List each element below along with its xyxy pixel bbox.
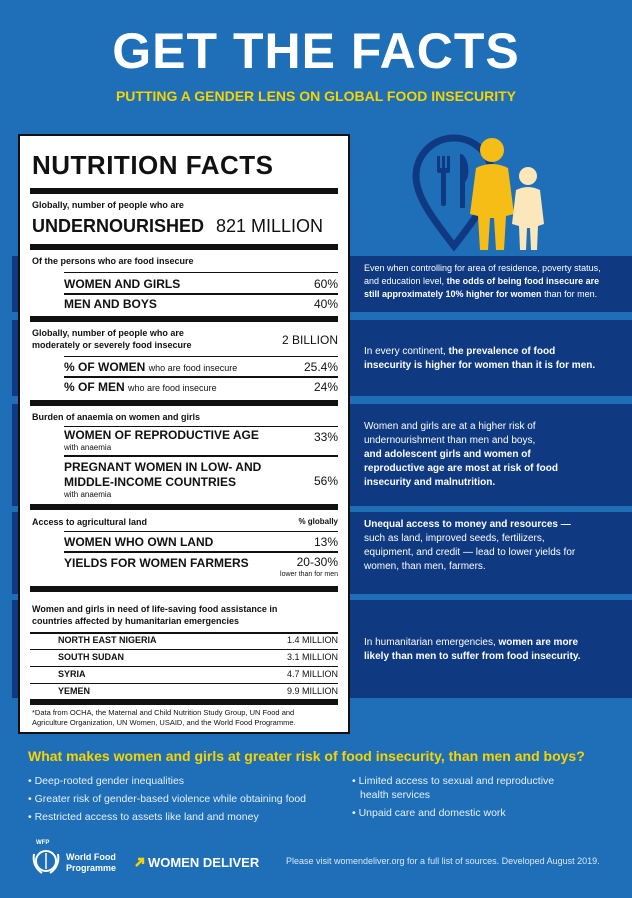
footnote-1: *Data from OCHA, the Maternal and Child Nutrition Study Group, UN Food and bbox=[32, 708, 295, 717]
wfp-name-1: World Food bbox=[66, 852, 116, 862]
men-boys-value: 40% bbox=[313, 297, 338, 311]
blurb-5 bbox=[364, 636, 616, 664]
fork-icon bbox=[437, 156, 450, 206]
rule bbox=[30, 244, 338, 250]
rule bbox=[30, 188, 338, 194]
blurb-line bbox=[364, 275, 616, 288]
blurb-1 bbox=[364, 262, 616, 301]
rule bbox=[64, 551, 338, 553]
reproductive-age-note: with anaemia bbox=[64, 443, 112, 452]
blurb-line: and adolescent girls and women of bbox=[364, 449, 531, 460]
reproductive-age-label: WOMEN OF REPRODUCTIVE AGE bbox=[64, 428, 259, 442]
yields-value: 20-30% bbox=[296, 555, 338, 569]
knife-icon bbox=[460, 154, 468, 208]
women-deliver-arrow-icon bbox=[134, 856, 146, 868]
woman-icon bbox=[470, 138, 514, 250]
blurb-line bbox=[364, 345, 616, 359]
blurb-emph: the odds of being food insecure are bbox=[446, 276, 600, 286]
blurb-text: than for men. bbox=[544, 289, 598, 299]
yields-note: lower than for men bbox=[280, 571, 338, 578]
severe-heading-2: moderately or severely food insecure bbox=[32, 340, 192, 350]
pct-men-label: % OF MEN bbox=[64, 380, 125, 394]
rule bbox=[30, 316, 338, 322]
risk-item: • Limited access to sexual and reproductive bbox=[352, 775, 555, 787]
rule bbox=[30, 400, 338, 406]
pct-men-row bbox=[64, 380, 217, 394]
yemen-label: YEMEN bbox=[58, 686, 91, 696]
wfp-name-2: Programme bbox=[66, 863, 117, 873]
blurb-line bbox=[364, 288, 616, 301]
hero-illustration bbox=[410, 128, 560, 254]
blurb-2 bbox=[364, 345, 616, 373]
blurb-3 bbox=[364, 420, 616, 490]
emergencies-heading-2: countries affected by humanitarian emergencies bbox=[32, 616, 240, 626]
blurb-line: equipment, and credit — lead to lower yields for bbox=[364, 547, 576, 558]
wfp-emblem-icon bbox=[28, 846, 64, 876]
emergencies-heading-1: Women and girls in need of life-saving food assistance in bbox=[32, 604, 278, 614]
women-deliver-logo: WOMEN DELIVER bbox=[148, 855, 260, 870]
blurb-line bbox=[364, 359, 616, 373]
blurb-text: In every continent, bbox=[364, 346, 446, 357]
undernourished-intro: Globally, number of people who are bbox=[32, 200, 184, 210]
anaemia-heading: Burden of anaemia on women and girls bbox=[32, 412, 201, 422]
risk-item: • Deep-rooted gender inequalities bbox=[28, 775, 185, 787]
blurb-line bbox=[364, 636, 616, 650]
risk-item: • Restricted access to assets like land and money bbox=[28, 811, 259, 823]
rule bbox=[64, 376, 338, 378]
blurb-emph: likely than men to suffer from food insecurity. bbox=[364, 651, 581, 662]
women-girls-value: 60% bbox=[313, 277, 338, 291]
rule bbox=[64, 426, 338, 427]
footnote-2: Agriculture Organization, UN Women, USAID, and the World Food Programme. bbox=[32, 718, 296, 727]
rule bbox=[30, 586, 338, 592]
syria-value: 4.7 MILLION bbox=[286, 669, 338, 679]
rule bbox=[30, 683, 338, 684]
pct-men-note: who are food insecure bbox=[128, 383, 217, 393]
blurb-emph: women are more bbox=[498, 637, 579, 648]
pct-women-value: 25.4% bbox=[303, 360, 338, 374]
pct-women-note: who are food insecure bbox=[148, 363, 238, 373]
south-sudan-label: SOUTH SUDAN bbox=[58, 652, 125, 662]
risk-item: • Greater risk of gender-based violence while obtaining food bbox=[28, 793, 307, 805]
severe-heading-1: Globally, number of people who are bbox=[32, 328, 184, 338]
blurb-line: women, than men, farmers. bbox=[364, 561, 486, 572]
nutrition-label bbox=[18, 134, 350, 734]
own-land-value: 13% bbox=[313, 535, 338, 549]
risk-item: health services bbox=[360, 789, 431, 801]
page-subtitle: PUTTING A GENDER LENS ON GLOBAL FOOD INSECURITY bbox=[115, 88, 517, 104]
risk-item: • Unpaid care and domestic work bbox=[352, 807, 506, 819]
pct-women-row bbox=[64, 360, 237, 374]
men-boys-label: MEN AND BOYS bbox=[64, 297, 157, 311]
women-girls-label: WOMEN AND GIRLS bbox=[64, 277, 181, 291]
rule bbox=[64, 272, 338, 273]
own-land-label: WOMEN WHO OWN LAND bbox=[64, 535, 214, 549]
food-insecure-heading: Of the persons who are food insecure bbox=[32, 256, 194, 266]
pregnant-label-2: MIDDLE-INCOME COUNTRIES bbox=[64, 475, 236, 489]
blurb-line: such as land, improved seeds, fertilizers, bbox=[364, 533, 545, 544]
pregnant-label-1: PREGNANT WOMEN IN LOW- AND bbox=[64, 460, 262, 474]
blurb-text: In humanitarian emergencies, bbox=[364, 637, 496, 648]
blurb-line: Women and girls are at a higher risk of bbox=[364, 421, 536, 432]
rule bbox=[30, 666, 338, 667]
blurb-4 bbox=[364, 518, 616, 574]
blurb-line: Even when controlling for area of residence, poverty status, bbox=[364, 263, 601, 273]
girl-icon bbox=[512, 167, 544, 250]
blurb-line: Unequal access to money and resources — bbox=[364, 519, 571, 530]
nigeria-label: NORTH EAST NIGERIA bbox=[58, 635, 157, 645]
rule bbox=[30, 649, 338, 650]
blurb-line: reproductive age are most at risk of food bbox=[364, 463, 558, 474]
undernourished-label: UNDERNOURISHED bbox=[32, 216, 205, 236]
rule bbox=[30, 699, 338, 705]
rule bbox=[64, 531, 338, 532]
rule bbox=[64, 356, 338, 357]
undernourished-value: 821 MILLION bbox=[216, 216, 324, 236]
syria-label: SYRIA bbox=[58, 669, 86, 679]
pregnant-value: 56% bbox=[313, 474, 338, 488]
land-heading: Access to agricultural land bbox=[32, 517, 148, 527]
wfp-abbr: WFP bbox=[36, 840, 50, 846]
risk-list-right bbox=[352, 774, 554, 820]
blurb-line: undernourishment than men and boys, bbox=[364, 435, 536, 446]
blurb-line: insecurity and malnutrition. bbox=[364, 477, 496, 488]
rule bbox=[30, 504, 338, 510]
blurb-text: and education level, bbox=[364, 276, 445, 286]
rule bbox=[64, 293, 338, 295]
page-title: GET THE FACTS bbox=[112, 23, 520, 79]
blurb-emph: still approximately 10% higher for women bbox=[364, 289, 542, 299]
blurb-line bbox=[364, 650, 616, 664]
reproductive-age-value: 33% bbox=[313, 430, 338, 444]
label-title: NUTRITION FACTS bbox=[32, 150, 274, 180]
nigeria-value: 1.4 MILLION bbox=[286, 635, 338, 645]
blurb-emph: insecurity is higher for women than it is for men. bbox=[364, 360, 596, 371]
pct-men-value: 24% bbox=[313, 380, 338, 394]
pregnant-note: with anaemia bbox=[64, 490, 112, 499]
risk-question: What makes women and girls at greater risk of food insecurity, than men and boys? bbox=[28, 748, 585, 764]
land-col-note: % globally bbox=[298, 517, 338, 526]
south-sudan-value: 3.1 MILLION bbox=[286, 652, 338, 662]
risk-list-left bbox=[28, 774, 306, 824]
blurb-emph: the prevalence of food bbox=[448, 346, 556, 357]
rule bbox=[30, 632, 338, 634]
rule bbox=[64, 455, 338, 457]
pct-women-label: % OF WOMEN bbox=[64, 360, 146, 374]
yields-label: YIELDS FOR WOMEN FARMERS bbox=[64, 556, 249, 570]
severe-value: 2 BILLION bbox=[281, 333, 338, 347]
sources-note: Please visit womendeliver.org for a full list of sources. Developed August 2019. bbox=[286, 856, 600, 866]
yemen-value: 9.9 MILLION bbox=[286, 686, 338, 696]
